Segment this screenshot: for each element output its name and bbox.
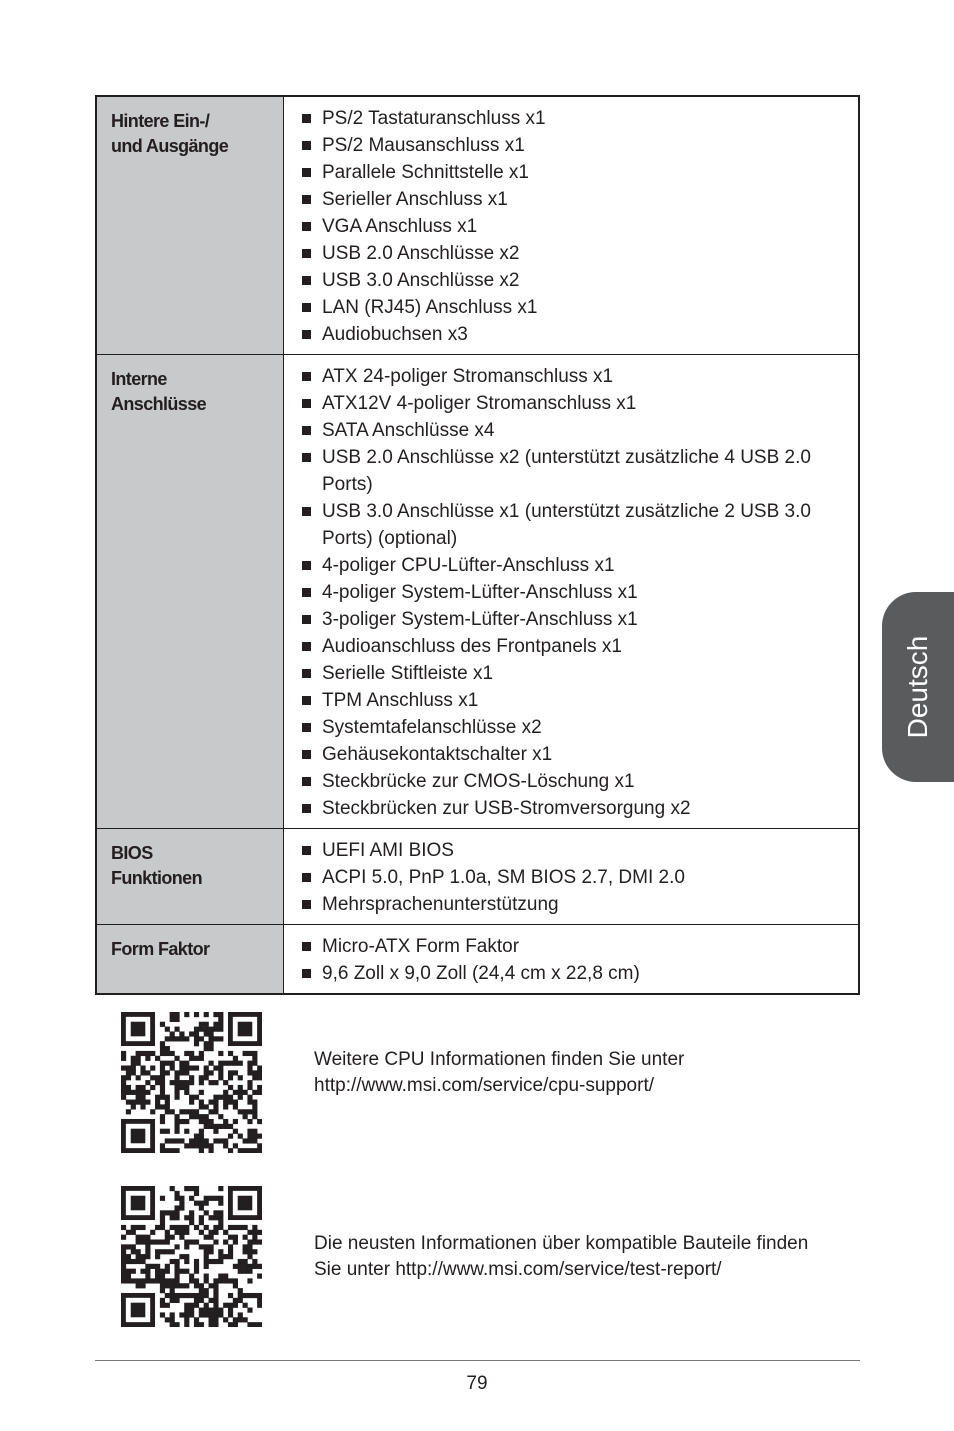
spec-label bbox=[96, 829, 284, 925]
list-item: Serielle Stiftleiste x1 bbox=[300, 660, 838, 687]
spec-row-bios bbox=[96, 829, 859, 925]
list-item: USB 3.0 Anschlüsse x2 bbox=[300, 267, 838, 294]
cpu-support-link[interactable]: http://www.msi.com/service/cpu-support/ bbox=[314, 1075, 654, 1096]
list-item: ACPI 5.0, PnP 1.0a, SM BIOS 2.7, DMI 2.0 bbox=[300, 864, 838, 891]
spec-label-line: und Ausgänge bbox=[111, 136, 229, 156]
test-report-link[interactable]: Sie unter http://www.msi.com/service/test-report/ bbox=[314, 1259, 722, 1280]
list-item: UEFI AMI BIOS bbox=[300, 837, 838, 864]
test-report-note bbox=[314, 1231, 854, 1283]
qr-code-graphic bbox=[121, 1012, 262, 1153]
qr-code-graphic bbox=[121, 1186, 262, 1327]
list-item: USB 2.0 Anschlüsse x2 bbox=[300, 240, 838, 267]
qr-code-cpu-support bbox=[121, 1012, 262, 1153]
list-item: Steckbrücke zur CMOS-Löschung x1 bbox=[300, 768, 838, 795]
list-item: PS/2 Mausanschluss x1 bbox=[300, 132, 838, 159]
list-item: 3-poliger System-Lüfter-Anschluss x1 bbox=[300, 606, 838, 633]
list-item: USB 2.0 Anschlüsse x2 (unterstützt zusätzliche 4 USB 2.0 Ports) bbox=[300, 444, 838, 498]
spec-item-list bbox=[300, 105, 838, 348]
list-item: Gehäusekontaktschalter x1 bbox=[300, 741, 838, 768]
list-item: SATA Anschlüsse x4 bbox=[300, 417, 838, 444]
spec-label-line: Hintere Ein-/ bbox=[111, 111, 210, 131]
list-item: Parallele Schnittstelle x1 bbox=[300, 159, 838, 186]
cpu-support-note-line: Weitere CPU Informationen finden Sie unter bbox=[314, 1049, 685, 1070]
spec-row-form-factor bbox=[96, 925, 859, 995]
spec-table bbox=[95, 95, 860, 995]
spec-row-rear-io bbox=[96, 96, 859, 355]
spec-label bbox=[96, 925, 284, 995]
spec-item-list bbox=[300, 933, 838, 987]
language-tab bbox=[882, 592, 954, 782]
spec-label bbox=[96, 96, 284, 355]
list-item: Systemtafelanschlüsse x2 bbox=[300, 714, 838, 741]
spec-item-list bbox=[300, 363, 838, 822]
spec-label-line: Form Faktor bbox=[111, 939, 210, 959]
list-item: USB 3.0 Anschlüsse x1 (unterstützt zusätzliche 2 USB 3.0 Ports) (optional) bbox=[300, 498, 838, 552]
spec-content bbox=[284, 925, 860, 995]
list-item: Steckbrücken zur USB-Stromversorgung x2 bbox=[300, 795, 838, 822]
spec-content bbox=[284, 96, 860, 355]
footer-divider bbox=[95, 1360, 860, 1361]
list-item: 4-poliger System-Lüfter-Anschluss x1 bbox=[300, 579, 838, 606]
spec-label-line: Interne bbox=[111, 369, 167, 389]
list-item: LAN (RJ45) Anschluss x1 bbox=[300, 294, 838, 321]
list-item: 4-poliger CPU-Lüfter-Anschluss x1 bbox=[300, 552, 838, 579]
spec-item-list bbox=[300, 837, 838, 918]
spec-content bbox=[284, 829, 860, 925]
list-item: PS/2 Tastaturanschluss x1 bbox=[300, 105, 838, 132]
list-item: Micro-ATX Form Faktor bbox=[300, 933, 838, 960]
list-item: ATX 24-poliger Stromanschluss x1 bbox=[300, 363, 838, 390]
list-item: VGA Anschluss x1 bbox=[300, 213, 838, 240]
list-item: Mehrsprachenunterstützung bbox=[300, 891, 838, 918]
test-report-note-line: Die neusten Informationen über kompatible Bauteile finden bbox=[314, 1233, 809, 1254]
spec-label-line: Funktionen bbox=[111, 868, 202, 888]
list-item: Audiobuchsen x3 bbox=[300, 321, 838, 348]
list-item: Audioanschluss des Frontpanels x1 bbox=[300, 633, 838, 660]
qr-code-test-report bbox=[121, 1186, 262, 1327]
spec-content bbox=[284, 355, 860, 829]
list-item: 9,6 Zoll x 9,0 Zoll (24,4 cm x 22,8 cm) bbox=[300, 960, 838, 987]
spec-label-line: Anschlüsse bbox=[111, 394, 207, 414]
list-item: ATX12V 4-poliger Stromanschluss x1 bbox=[300, 390, 838, 417]
spec-label-line: BIOS bbox=[111, 843, 153, 863]
spec-label bbox=[96, 355, 284, 829]
language-tab-label: Deutsch bbox=[902, 635, 933, 739]
list-item: TPM Anschluss x1 bbox=[300, 687, 838, 714]
spec-row-internal-connectors bbox=[96, 355, 859, 829]
list-item: Serieller Anschluss x1 bbox=[300, 186, 838, 213]
page-number: 79 bbox=[466, 1373, 488, 1394]
cpu-support-note bbox=[314, 1047, 854, 1099]
